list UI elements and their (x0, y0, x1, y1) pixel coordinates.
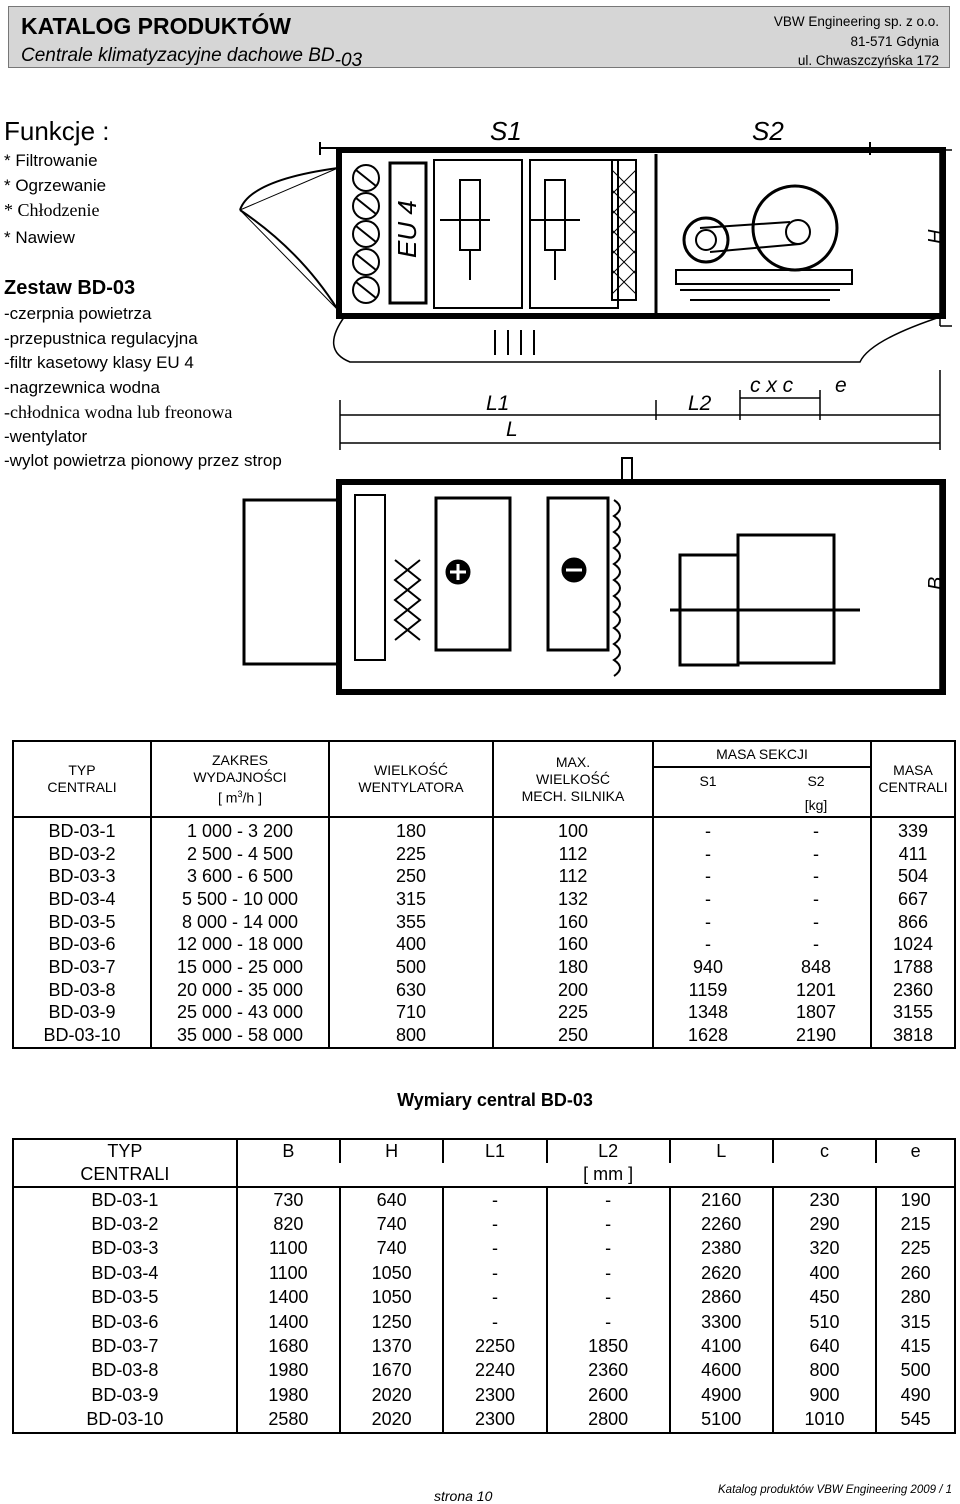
col-wielkosc: WIELKOŚĆ WENTYLATORA (329, 741, 493, 817)
functions-title: Funkcje : (4, 116, 110, 146)
table-cell: - (443, 1187, 546, 1212)
table-cell: 1050 (340, 1286, 443, 1310)
table-cell: 230 (773, 1187, 876, 1212)
table-cell: 3 600 - 6 500 (151, 865, 329, 888)
table-cell: 112 (493, 843, 653, 866)
label-b: B (925, 576, 947, 590)
table-cell: - (653, 865, 762, 888)
table-row (13, 1187, 955, 1212)
catalog-edition: Katalog produktów VBW Engineering 2009 / 1 (718, 1484, 952, 1496)
set-title: Zestaw BD-03 (4, 277, 136, 299)
table-cell: 630 (329, 979, 493, 1002)
table-cell: 1010 (773, 1408, 876, 1433)
set-item: -wentylator (4, 426, 88, 446)
table-cell: - (653, 911, 762, 934)
table-cell: 415 (876, 1334, 955, 1358)
table-cell: BD-03-3 (13, 1237, 237, 1261)
table-cell: 740 (340, 1237, 443, 1261)
table-cell: 2600 (547, 1383, 670, 1407)
set-item: -przepustnica regulacyjna (4, 328, 198, 348)
table-cell: BD-03-2 (13, 843, 151, 866)
table-cell: 504 (871, 865, 955, 888)
table-cell: 4600 (670, 1359, 773, 1383)
table-cell: 820 (237, 1212, 340, 1236)
table-cell: 2 500 - 4 500 (151, 843, 329, 866)
table-cell: BD-03-5 (13, 911, 151, 934)
column-header: L (670, 1139, 773, 1163)
table-cell: 866 (871, 911, 955, 934)
table-row (13, 1334, 955, 1358)
table-row (13, 1286, 955, 1310)
table-cell: BD-03-2 (13, 1212, 237, 1236)
table-cell: 160 (493, 911, 653, 934)
table-cell: 450 (773, 1286, 876, 1310)
col-s1: S1 (653, 767, 762, 794)
table-cell: 2580 (237, 1408, 340, 1433)
set-item: -nagrzewnica wodna (4, 377, 160, 397)
function-item: * Ogrzewanie (4, 175, 107, 195)
table-cell: 2300 (443, 1383, 546, 1407)
table-cell: 3818 (871, 1024, 955, 1048)
table-cell: 1400 (237, 1286, 340, 1310)
drawing-labels (392, 116, 947, 590)
column-header: L1 (443, 1139, 546, 1163)
table-cell: 315 (329, 888, 493, 911)
table-cell: 1788 (871, 956, 955, 979)
table-cell: BD-03-8 (13, 979, 151, 1002)
table-cell: - (653, 843, 762, 866)
table-cell: 710 (329, 1002, 493, 1025)
dimensions-title: Wymiary central BD-03 (397, 1090, 593, 1110)
set-item: -chłodnica wodna lub freonowa (4, 402, 233, 422)
table-cell: 2860 (670, 1286, 773, 1310)
table-cell: 1348 (653, 1002, 762, 1025)
table-cell: 250 (493, 1024, 653, 1048)
table-cell: 100 (493, 817, 653, 843)
table-cell: 5100 (670, 1408, 773, 1433)
table-cell: BD-03-10 (13, 1408, 237, 1433)
unit-kg: [kg] (653, 794, 871, 817)
table-cell: - (762, 911, 871, 934)
table-cell: 400 (329, 933, 493, 956)
unit-mm: [ mm ] (547, 1163, 670, 1187)
table-cell: 215 (876, 1212, 955, 1236)
table-cell: 730 (237, 1187, 340, 1212)
label-l2: L2 (688, 392, 712, 415)
col-s2: S2 (762, 767, 871, 794)
set-item: -wylot powietrza pionowy przez strop (4, 451, 282, 470)
table-cell: 900 (773, 1383, 876, 1407)
dimensions-table (12, 1138, 956, 1434)
table-cell: BD-03-7 (13, 1334, 237, 1358)
table-cell: 1807 (762, 1002, 871, 1025)
table-cell: 640 (773, 1334, 876, 1358)
table-cell: BD-03-7 (13, 956, 151, 979)
table-cell: 112 (493, 865, 653, 888)
table-cell: 4900 (670, 1383, 773, 1407)
table-row (13, 1237, 955, 1261)
table-cell: 1201 (762, 979, 871, 1002)
table-row (13, 843, 955, 866)
col-typ: TYP CENTRALI (13, 741, 151, 817)
table-cell: 2190 (762, 1024, 871, 1048)
table-cell: 400 (773, 1261, 876, 1285)
column-header: TYP (13, 1139, 237, 1163)
table-cell: - (443, 1261, 546, 1285)
table-cell: 1680 (237, 1334, 340, 1358)
col-typ-line2: CENTRALI (13, 1163, 237, 1187)
table-cell: 315 (876, 1310, 955, 1334)
table-cell: 2240 (443, 1359, 546, 1383)
table-cell: 740 (340, 1212, 443, 1236)
table-cell: 1980 (237, 1383, 340, 1407)
table-cell: 290 (773, 1212, 876, 1236)
table-cell: 1 000 - 3 200 (151, 817, 329, 843)
column-header: e (876, 1139, 955, 1163)
table-cell: BD-03-6 (13, 1310, 237, 1334)
table-row (13, 1261, 955, 1285)
table-cell: BD-03-4 (13, 1261, 237, 1285)
table-cell: 545 (876, 1408, 955, 1433)
table-cell: 500 (329, 956, 493, 979)
table-cell: - (547, 1286, 670, 1310)
table-row (13, 865, 955, 888)
table-cell: 35 000 - 58 000 (151, 1024, 329, 1048)
table-cell: 667 (871, 888, 955, 911)
table-cell: 640 (340, 1187, 443, 1212)
table-cell: 2800 (547, 1408, 670, 1433)
table-row (13, 1310, 955, 1334)
unit-drawing (0, 0, 960, 720)
table-cell: 2300 (443, 1408, 546, 1433)
table-cell: 848 (762, 956, 871, 979)
table-cell: 25 000 - 43 000 (151, 1002, 329, 1025)
label-l: L (506, 418, 518, 441)
side-view (240, 142, 952, 450)
table-cell: 355 (329, 911, 493, 934)
table-cell: BD-03-10 (13, 1024, 151, 1048)
table-cell: 5 500 - 10 000 (151, 888, 329, 911)
table-cell: 1980 (237, 1359, 340, 1383)
table-cell: 510 (773, 1310, 876, 1334)
function-item: * Nawiew (4, 227, 75, 247)
table-cell: 2260 (670, 1212, 773, 1236)
label-cxc: c x c (750, 374, 794, 397)
table-cell: - (762, 817, 871, 843)
table-cell: 12 000 - 18 000 (151, 933, 329, 956)
table-cell: 280 (876, 1286, 955, 1310)
table-cell: 1100 (237, 1237, 340, 1261)
table-cell: 1100 (237, 1261, 340, 1285)
table-cell: 180 (329, 817, 493, 843)
table-cell: 180 (493, 956, 653, 979)
table-cell: BD-03-9 (13, 1002, 151, 1025)
table-cell: BD-03-9 (13, 1383, 237, 1407)
table-cell: - (443, 1310, 546, 1334)
table-cell: 1850 (547, 1334, 670, 1358)
table-cell: - (443, 1212, 546, 1236)
table-cell: 2250 (443, 1334, 546, 1358)
table-row (13, 1024, 955, 1048)
table-row (13, 1408, 955, 1433)
function-item: * Chłodzenie (4, 200, 100, 220)
column-header: B (237, 1139, 340, 1163)
performance-table (12, 740, 956, 1049)
table-cell: - (547, 1212, 670, 1236)
table-cell: - (653, 817, 762, 843)
table-row (13, 979, 955, 1002)
table-cell: 2360 (871, 979, 955, 1002)
table-cell: 2360 (547, 1359, 670, 1383)
table-cell: 225 (493, 1002, 653, 1025)
table-cell: 940 (653, 956, 762, 979)
column-header: H (340, 1139, 443, 1163)
label-l1: L1 (486, 392, 510, 415)
company-name: VBW Engineering sp. z o.o. (773, 14, 939, 29)
table-cell: 1400 (237, 1310, 340, 1334)
column-header: L2 (547, 1139, 670, 1163)
table-row (13, 817, 955, 843)
col-masa-sekcji: MASA SEKCJI (653, 741, 871, 767)
set-item: -filtr kasetowy klasy EU 4 (4, 353, 194, 372)
catalog-title: KATALOG PRODUKTÓW (21, 13, 292, 39)
table-cell: 1159 (653, 979, 762, 1002)
label-s2: S2 (752, 116, 784, 146)
table-cell: 1370 (340, 1334, 443, 1358)
label-h: H (925, 229, 947, 244)
table-cell: BD-03-6 (13, 933, 151, 956)
table-cell: 339 (871, 817, 955, 843)
table-cell: - (762, 888, 871, 911)
col-zakres: ZAKRES WYDAJNOŚCI [ $m^3/h$ ] (151, 741, 329, 817)
table-cell: 1024 (871, 933, 955, 956)
table-cell: - (653, 933, 762, 956)
table-row (13, 1359, 955, 1383)
table-cell: 411 (871, 843, 955, 866)
page-number: strona 10 (434, 1488, 493, 1504)
table-cell: 2620 (670, 1261, 773, 1285)
table-cell: - (762, 843, 871, 866)
table-cell: 160 (493, 933, 653, 956)
col-max: MAX. WIELKOŚĆ MECH. SILNIKA (493, 741, 653, 817)
table-row (13, 1383, 955, 1407)
table-cell: 132 (493, 888, 653, 911)
company-street: ul. Chwaszczyńska 172 (797, 53, 939, 68)
table-cell: - (762, 933, 871, 956)
table-cell: - (653, 888, 762, 911)
table-cell: 2160 (670, 1187, 773, 1212)
table-cell: 15 000 - 25 000 (151, 956, 329, 979)
table-row (13, 956, 955, 979)
table-cell: 800 (773, 1359, 876, 1383)
table-cell: BD-03-3 (13, 865, 151, 888)
table-cell: - (547, 1187, 670, 1212)
table-row (13, 1212, 955, 1236)
table-cell: 500 (876, 1359, 955, 1383)
table-cell: 4100 (670, 1334, 773, 1358)
table-cell: 225 (876, 1237, 955, 1261)
table-cell: BD-03-5 (13, 1286, 237, 1310)
table-cell: - (762, 865, 871, 888)
table-cell: 260 (876, 1261, 955, 1285)
table-row (13, 911, 955, 934)
table-cell: 20 000 - 35 000 (151, 979, 329, 1002)
table-row (13, 888, 955, 911)
set-item: -czerpnia powietrza (4, 304, 152, 323)
table-cell: - (547, 1237, 670, 1261)
table-cell: 1628 (653, 1024, 762, 1048)
table-cell: 1050 (340, 1261, 443, 1285)
table-cell: 800 (329, 1024, 493, 1048)
catalog-subtitle: Centrale klimatyzacyjne dachowe BD-03 (21, 45, 363, 71)
table-cell: 225 (329, 843, 493, 866)
table-cell: BD-03-4 (13, 888, 151, 911)
table-cell: BD-03-1 (13, 817, 151, 843)
performance-table-body (13, 817, 955, 1048)
table-cell: - (443, 1286, 546, 1310)
table-cell: 490 (876, 1383, 955, 1407)
table-cell: 2020 (340, 1383, 443, 1407)
table-cell: 3300 (670, 1310, 773, 1334)
table-cell: - (547, 1261, 670, 1285)
table-cell: 2380 (670, 1237, 773, 1261)
function-item: * Filtrowanie (4, 151, 98, 170)
table-cell: 190 (876, 1187, 955, 1212)
table-cell: 1250 (340, 1310, 443, 1334)
label-s1: S1 (490, 116, 522, 146)
label-e: e (835, 374, 847, 397)
table-cell: BD-03-8 (13, 1359, 237, 1383)
dimensions-table-body (13, 1187, 955, 1433)
label-eu4: EU 4 (392, 200, 422, 258)
table-cell: 320 (773, 1237, 876, 1261)
table-cell: 1670 (340, 1359, 443, 1383)
company-city: 81-571 Gdynia (850, 34, 939, 49)
table-cell: 3155 (871, 1002, 955, 1025)
damper-blades (353, 165, 379, 303)
table-cell: 2020 (340, 1408, 443, 1433)
top-view (244, 458, 943, 692)
col-masa: MASA CENTRALI (871, 741, 955, 817)
table-cell: 8 000 - 14 000 (151, 911, 329, 934)
column-header: c (773, 1139, 876, 1163)
table-cell: - (443, 1237, 546, 1261)
table-cell: 250 (329, 865, 493, 888)
table-row (13, 1002, 955, 1025)
table-row (13, 933, 955, 956)
table-cell: 200 (493, 979, 653, 1002)
table-cell: BD-03-1 (13, 1187, 237, 1212)
table-cell: - (547, 1310, 670, 1334)
